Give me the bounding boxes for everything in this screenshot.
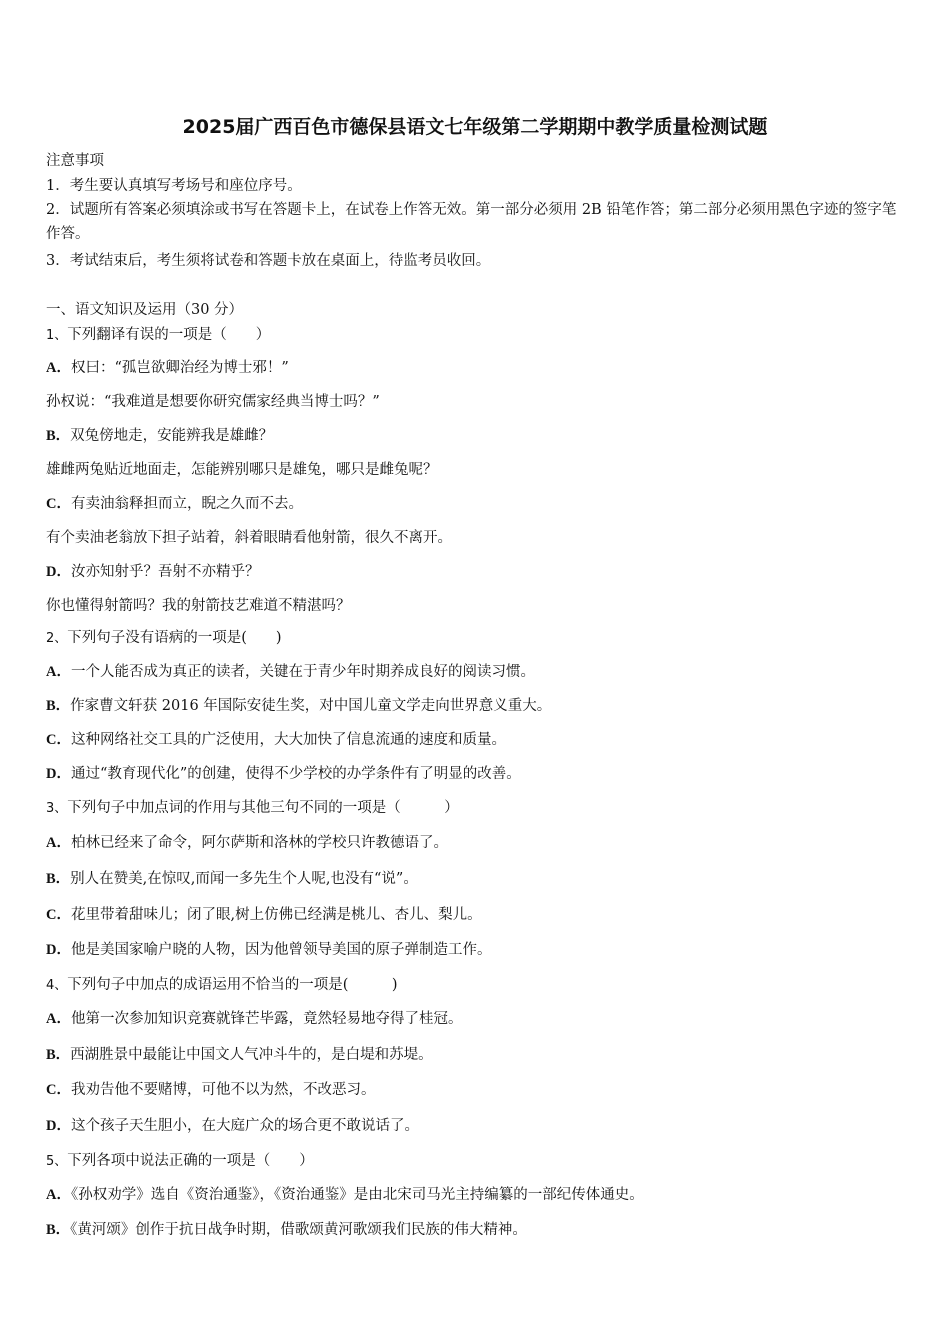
option-text: 有卖油翁释担而立，睨之久而不去。 (70, 496, 303, 512)
option-text: 柏林已经来了命令，阿尔萨斯和洛林的学校只许教德语了。 (70, 835, 448, 851)
question-3-option-b (46, 869, 418, 889)
option-text: 雄雌两兔贴近地面走，怎能辨别哪只是雄兔，哪只是雌兔呢？ (46, 462, 438, 478)
question-2-option-d (46, 764, 521, 784)
option-letter: A． (46, 1187, 71, 1203)
option-letter: D． (46, 1118, 71, 1134)
question-1-stem (46, 325, 270, 346)
question-2-option-a (46, 662, 535, 682)
question-5-stem (46, 1151, 314, 1172)
option-text: 你也懂得射箭吗？我的射箭技艺难道不精湛吗？ (46, 598, 351, 614)
question-number: 1、 (46, 328, 68, 343)
question-1-option-d-translation (46, 596, 351, 616)
question-number: 3、 (46, 801, 68, 816)
question-1-option-d (46, 562, 259, 582)
question-2-stem (46, 628, 282, 649)
question-number: 5、 (46, 1154, 68, 1169)
option-letter: D． (46, 942, 71, 958)
option-text: 他第一次参加知识竞赛就锋芒毕露，竟然轻易地夺得了桂冠。 (70, 1011, 463, 1027)
question-4-option-d (46, 1116, 419, 1136)
option-text: 花里带着甜味儿；闭了眼,树上仿佛已经满是桃儿、杏儿、梨儿。 (70, 907, 482, 923)
question-4-option-a (46, 1009, 462, 1029)
option-letter: C． (46, 732, 71, 748)
question-2-option-c (46, 730, 506, 750)
option-text: 西湖胜景中最能让中国文人气冲斗牛的，是白堤和苏堤。 (70, 1047, 433, 1063)
question-text: 下列各项中说法正确的一项是（ ） (67, 1153, 314, 1169)
option-text: 有个卖油老翁放下担子站着，斜着眼睛看他射箭，很久不离开。 (46, 530, 452, 546)
option-letter: C． (46, 1082, 71, 1098)
option-letter: C． (46, 907, 71, 923)
question-text: 下列句子没有语病的一项是( ) (67, 630, 282, 646)
question-1-option-b-translation (46, 460, 438, 480)
question-1-option-a (46, 358, 289, 378)
option-text: 汝亦知射乎？吾射不亦精乎？ (70, 564, 260, 580)
question-3-stem (46, 798, 459, 819)
question-1-option-c (46, 494, 303, 514)
question-number: 2、 (46, 631, 68, 646)
exam-title: 2025届广西百色市德保县语文七年级第二学期期中教学质量检测试题 (182, 116, 768, 138)
option-text: 别人在赞美,在惊叹,而闻一多先生个人呢,也没有“说”。 (70, 871, 418, 887)
question-5-option-b (46, 1220, 527, 1240)
option-text: 他是美国家喻户晓的人物，因为他曾领导美国的原子弹制造工作。 (70, 942, 492, 958)
option-text: 我劝告他不要赌博，可他不以为然，不改恶习。 (70, 1082, 376, 1098)
option-letter: B． (46, 698, 71, 714)
question-4-option-c (46, 1080, 375, 1100)
question-4-option-b (46, 1045, 433, 1065)
option-text: 《孙权劝学》选自《资治通鉴》，《资治通鉴》是由北宋司马光主持编纂的一部纪传体通史。 (70, 1187, 644, 1203)
option-text: 通过“教育现代化”的创建，使得不少学校的办学条件有了明显的改善。 (70, 766, 521, 782)
option-letter: A． (46, 360, 71, 376)
question-3-option-c (46, 905, 482, 925)
notice-item-2: 2．试题所有答案必须填涂或书写在答题卡上，在试卷上作答无效。第一部分必须用 2B 铅笔作答；第二部分必须用黑色字迹的签字笔作答。 (46, 202, 897, 242)
option-letter: B． (46, 871, 71, 887)
question-1-option-c-translation (46, 528, 452, 548)
option-letter: A． (46, 1011, 71, 1027)
option-text: 孙权说：“我难道是想要你研究儒家经典当博士吗？” (46, 394, 380, 410)
question-3-option-a (46, 833, 448, 853)
section-heading: 一、语文知识及运用（30 分） (46, 302, 244, 318)
notice-item-1: 1．考生要认真填写考场号和座位序号。 (46, 178, 302, 194)
option-text: 《黄河颂》创作于抗日战争时期，借歌颂黄河歌颂我们民族的伟大精神。 (70, 1222, 527, 1238)
question-1-option-b (46, 426, 273, 446)
option-letter: A． (46, 835, 71, 851)
option-letter: D． (46, 766, 71, 782)
question-1-option-a-translation (46, 392, 380, 412)
option-letter: B． (46, 428, 71, 444)
question-2-option-b (46, 696, 551, 716)
question-text: 下列句子中加点的成语运用不恰当的一项是( ) (67, 977, 398, 993)
option-letter: A． (46, 664, 71, 680)
question-5-option-a (46, 1185, 644, 1205)
option-letter: D． (46, 564, 71, 580)
option-text: 这个孩子天生胆小，在大庭广众的场合更不敢说话了。 (70, 1118, 419, 1134)
option-letter: B． (46, 1047, 71, 1063)
option-text: 这种网络社交工具的广泛使用，大大加快了信息流通的速度和质量。 (70, 732, 506, 748)
option-text: 权曰：“孤岂欲卿治经为博士邪！” (70, 360, 289, 376)
option-text: 作家曹文轩获 2016 年国际安徒生奖，对中国儿童文学走向世界意义重大。 (70, 698, 552, 714)
question-number: 4、 (46, 978, 68, 993)
question-4-stem (46, 975, 398, 996)
question-3-option-d (46, 940, 491, 960)
notice-item-3: 3．考试结束后，考生须将试卷和答题卡放在桌面上，待监考员收回。 (46, 253, 491, 269)
option-letter: B． (46, 1222, 71, 1238)
option-letter: C． (46, 496, 71, 512)
question-text: 下列翻译有误的一项是（ ） (67, 327, 271, 343)
option-text: 一个人能否成为真正的读者，关键在于青少年时期养成良好的阅读习惯。 (70, 664, 535, 680)
option-text: 双兔傍地走，安能辨我是雄雌？ (70, 428, 274, 444)
question-text: 下列句子中加点词的作用与其他三句不同的一项是（ ） (67, 800, 459, 816)
notice-heading: 注意事项 (46, 153, 104, 169)
